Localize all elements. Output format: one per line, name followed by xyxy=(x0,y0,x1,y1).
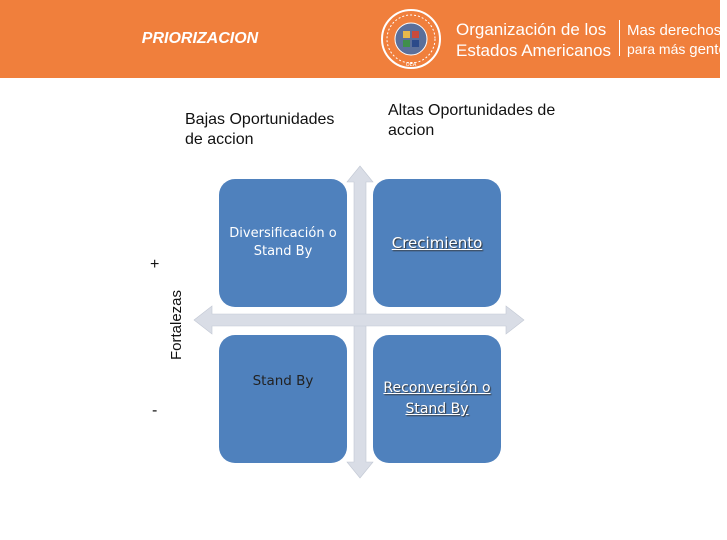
quadrant-bottom-right-label: Reconversión o Stand By xyxy=(383,380,491,417)
page-title: PRIORIZACION xyxy=(141,30,259,47)
quadrant-top-left xyxy=(219,179,347,307)
axis-minus-sign: - xyxy=(152,402,158,419)
slogan-prefix: para más xyxy=(627,41,686,57)
quadrant-bottom-right xyxy=(373,335,501,463)
slogan-line-1: Mas derechos xyxy=(627,22,722,39)
quadrant-top-left-label: Diversificación o Stand By xyxy=(229,226,337,259)
seal-text: OEA xyxy=(405,62,417,68)
label-high-opportunities: Altas Oportunidades de accion xyxy=(388,102,556,139)
axis-plus-sign: + xyxy=(150,256,160,273)
quadrant-bottom-left-label: Stand By xyxy=(252,372,314,389)
label-low-opportunities: Bajas Oportunidades de accion xyxy=(185,111,335,148)
slogan-word: gente xyxy=(689,41,727,58)
org-name-line-2: Estados Americanos xyxy=(456,41,611,60)
quadrant-top-right-label: Crecimiento xyxy=(391,233,483,252)
quadrant-bottom-left xyxy=(219,335,347,463)
quadrant-top-right xyxy=(373,179,501,307)
axis-label-fortalezas: Fortalezas xyxy=(168,289,185,361)
org-name-line-1: Organización de los xyxy=(456,20,607,39)
